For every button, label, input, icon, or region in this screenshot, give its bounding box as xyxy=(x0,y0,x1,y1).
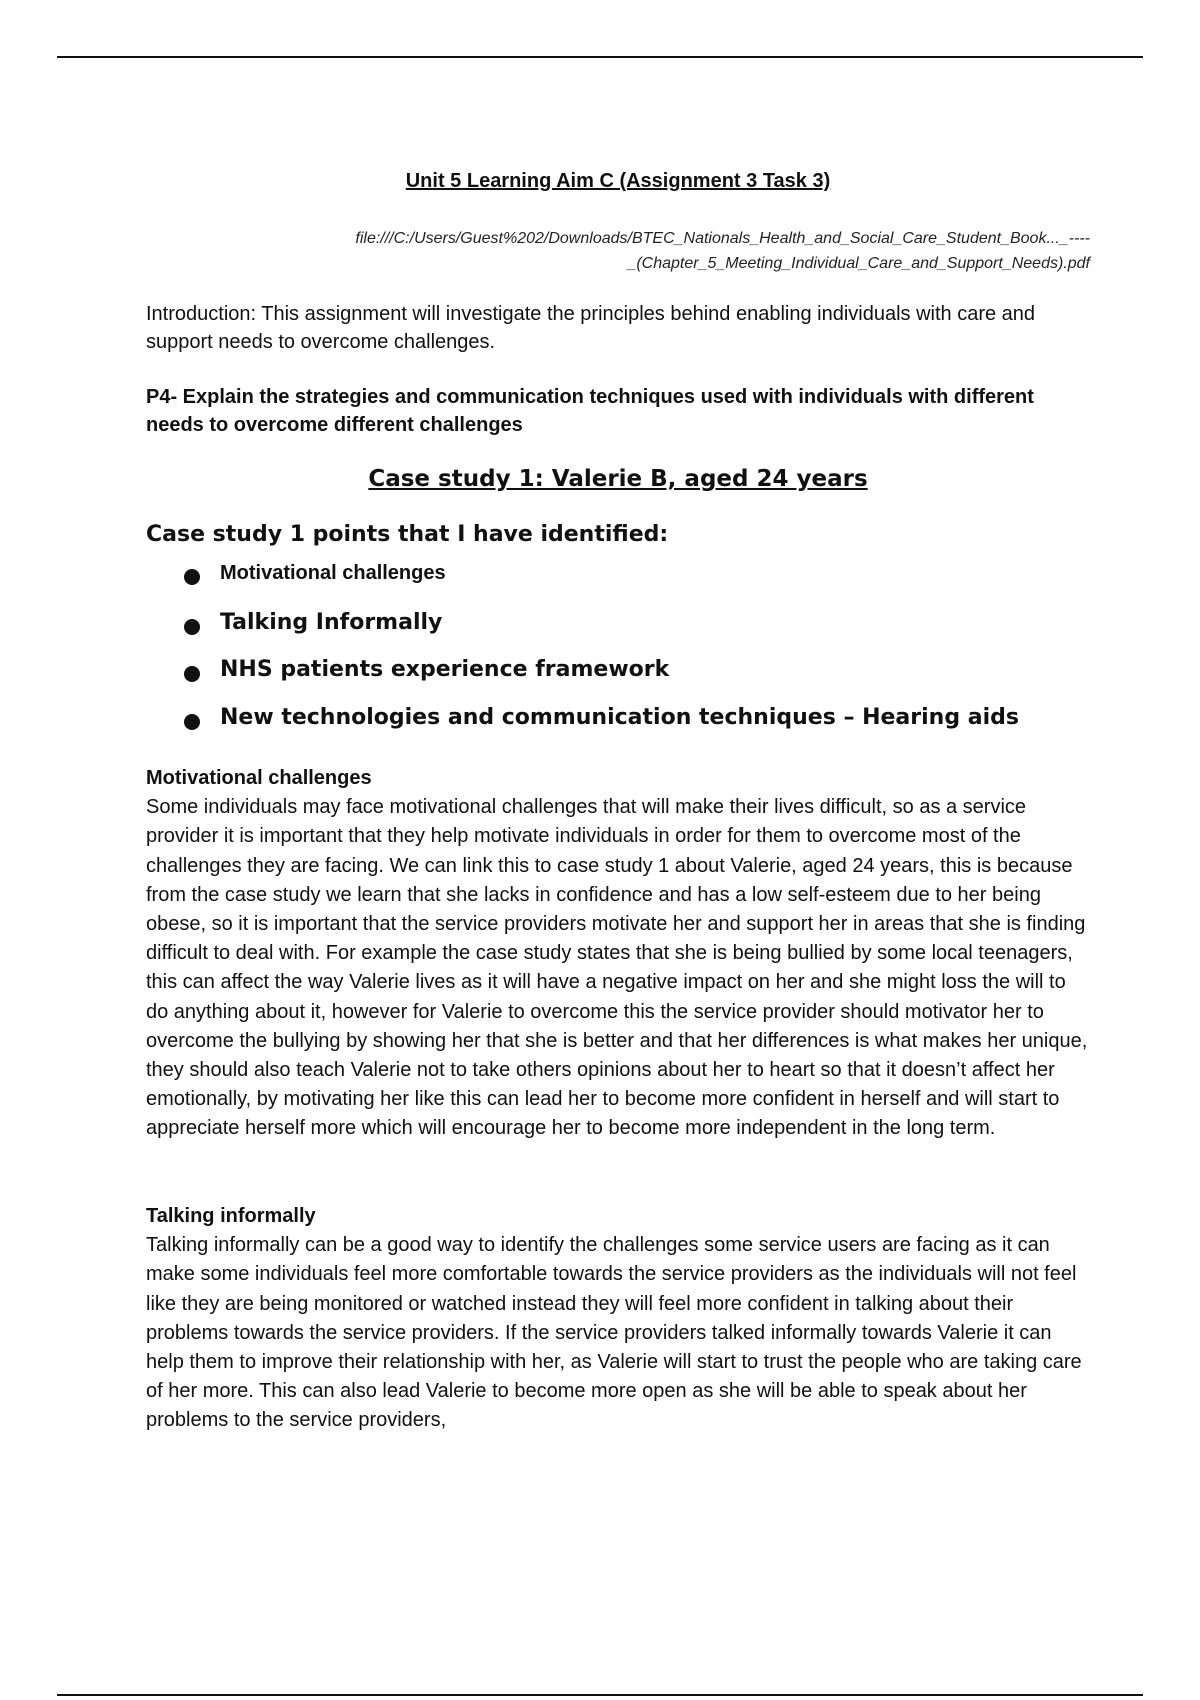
list-item xyxy=(184,705,1019,730)
section-body: Some individuals may face motivational challenges that will make their lives difficult, so as a service provider it is important that they help motivate individuals in order for them to overcome most of the challenges they are facing. We can link this to case study 1 about Valerie, aged 24 years, this is because from the case study we learn that she lacks in confidence and has a low self-esteem due to her being obese, so it is important that the service providers motivate her and support her in areas that she is finding difficult to deal with. For example the case study states that she is being bullied by some local teenagers, this can affect the way Valerie lives as it will have a negative impact on her and she might loss the will to do anything about it, however for Valerie to overcome this the service provider should motivator her to overcome the bullying by showing her that she is better and that her differences is what makes her unique, they should also teach Valerie not to take others opinions about her to heart so that it doesn’t affect her emotionally, by motivating her like this can lead her to become more confident in herself and will start to appreciate herself more which will encourage her to become more independent in the long term. xyxy=(146,796,1088,1140)
section-heading: Talking informally xyxy=(146,1205,316,1227)
bottom-rule xyxy=(57,1694,1143,1696)
points-list xyxy=(184,562,1019,730)
bullet-icon xyxy=(184,666,200,682)
introduction-paragraph: Introduction: This assignment will investigate the principles behind enabling individuals with care and support needs to overcome challenges. xyxy=(146,303,1036,353)
top-rule xyxy=(57,56,1143,58)
point-label: Talking Informally xyxy=(220,610,443,635)
document-title: Unit 5 Learning Aim C (Assignment 3 Task 3) xyxy=(405,170,831,192)
case-study-title: Case study 1: Valerie B, aged 24 years xyxy=(368,466,868,492)
list-item xyxy=(184,610,1019,657)
section-heading: Motivational challenges xyxy=(146,767,372,789)
task-statement: P4- Explain the strategies and communication techniques used with individuals with different needs to overcome different challenges xyxy=(146,386,1034,436)
bullet-icon xyxy=(184,714,200,730)
points-heading: Case study 1 points that I have identified: xyxy=(146,522,669,547)
source-line-1: file:///C:/Users/Guest%202/Downloads/BTEC_Nationals_Health_and_Social_Care_Student_Book..._---- xyxy=(355,230,1090,247)
section-body: Talking informally can be a good way to identify the challenges some service users are facing as it can make some individuals feel more comfortable towards the service providers as the individuals will not feel like they are being monitored or watched instead they will feel more confident in talking about their problems towards the service providers. If the service providers talked informally towards Valerie it can help them to improve their relationship with her, as Valerie will start to trust the people who are taking care of her more. This can also lead Valerie to become more open as she will be able to speak about her problems to the service providers, xyxy=(146,1234,1082,1432)
source-file-link[interactable] xyxy=(146,226,1090,276)
point-label: NHS patients experience framework xyxy=(220,657,670,682)
section-motivational-challenges xyxy=(146,764,1090,1144)
list-item xyxy=(184,657,1019,705)
point-label: Motivational challenges xyxy=(220,562,446,584)
point-label: New technologies and communication techniques – Hearing aids xyxy=(220,705,1019,730)
section-talking-informally xyxy=(146,1202,1090,1436)
bullet-icon xyxy=(184,619,200,635)
source-line-2: _(Chapter_5_Meeting_Individual_Care_and_Support_Needs).pdf xyxy=(627,255,1090,272)
bullet-icon xyxy=(184,569,200,585)
list-item xyxy=(184,562,1019,610)
